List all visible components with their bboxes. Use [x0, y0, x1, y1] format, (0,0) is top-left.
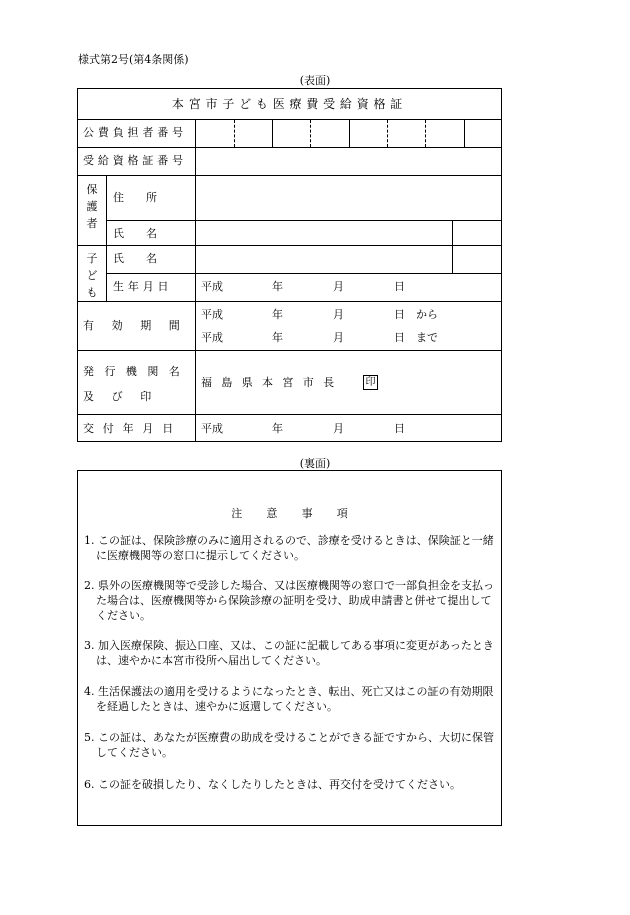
valid-from-month-unit: 月 — [333, 308, 344, 321]
notice-title: 注意事項 — [231, 507, 372, 520]
child-label: 子ども — [86, 252, 98, 300]
notice-item: 3. 加入医療保険、振込口座、又は、この証に記載してある事項に変更があったときは、速やかに本宮市役所へ届出してください。 — [84, 639, 494, 667]
issue-era: 平成 — [201, 422, 223, 435]
valid-until-day-unit: 日 まで — [394, 331, 438, 344]
guardian-address-label: 住 所 — [113, 191, 157, 204]
valid-until-month-unit: 月 — [333, 331, 344, 344]
back-side-label: (裏面) — [299, 457, 331, 470]
guardian-label: 保護者 — [86, 183, 98, 231]
valid-from-year-unit: 年 — [272, 308, 283, 321]
birth-day-unit: 日 — [394, 280, 405, 293]
valid-from-era: 平成 — [201, 308, 223, 321]
front-side-label: (表面) — [299, 74, 331, 87]
issue-year-unit: 年 — [272, 422, 283, 435]
issuer-value: 福島県本宮市長 — [201, 376, 344, 389]
card-title: 本宮市子ども医療費受給資格証 — [171, 97, 408, 111]
recipient-number-label: 受給資格証番号 — [83, 154, 187, 167]
notice-item: 5. この証は、あなたが医療費の助成を受けることができる証ですから、大切に保管してください。 — [84, 731, 494, 759]
public-payer-number-label: 公費負担者番号 — [83, 126, 187, 139]
guardian-name-label: 氏 名 — [113, 227, 157, 240]
birth-era: 平成 — [201, 280, 223, 293]
birth-date-label: 生年月日 — [113, 280, 173, 293]
validity-label: 有効期間 — [83, 319, 198, 332]
seal-stamp: 印 — [363, 375, 378, 390]
notice-item: 4. 生活保護法の適用を受けるようになったとき、転出、死亡又はこの証の有効期限を経過したときは、速やかに返還してください。 — [84, 685, 494, 713]
valid-until-era: 平成 — [201, 331, 223, 344]
issuer-label-line2: 及 び 印 — [83, 390, 155, 403]
birth-month-unit: 月 — [333, 280, 344, 293]
issuer-label-line1: 発行機関名 — [83, 365, 191, 378]
valid-from-day-unit: 日 から — [394, 308, 438, 321]
notice-item: 2. 県外の医療機関等で受診した場合、又は医療機関等の窓口で一部負担金を支払った場合は、医療機関等から保険診療の証明を受け、助成申請書と併せて提出してください。 — [84, 579, 494, 622]
back-card — [77, 470, 502, 826]
valid-until-year-unit: 年 — [272, 331, 283, 344]
notice-item: 1. この証は、保険診療のみに適用されるので、診療を受けるときは、保険証と一緒に医療機関等の窓口に提示してください。 — [84, 534, 494, 562]
issue-date-label: 交付年月日 — [83, 422, 182, 435]
child-name-label: 氏 名 — [113, 252, 157, 265]
front-card — [77, 88, 502, 442]
form-number-label: 様式第2号(第4条関係) — [78, 53, 189, 66]
notice-item: 6. この証を破損したり、なくしたりしたときは、再交付を受けてください。 — [84, 778, 461, 791]
issue-day-unit: 日 — [394, 422, 405, 435]
birth-year-unit: 年 — [272, 280, 283, 293]
issue-month-unit: 月 — [333, 422, 344, 435]
